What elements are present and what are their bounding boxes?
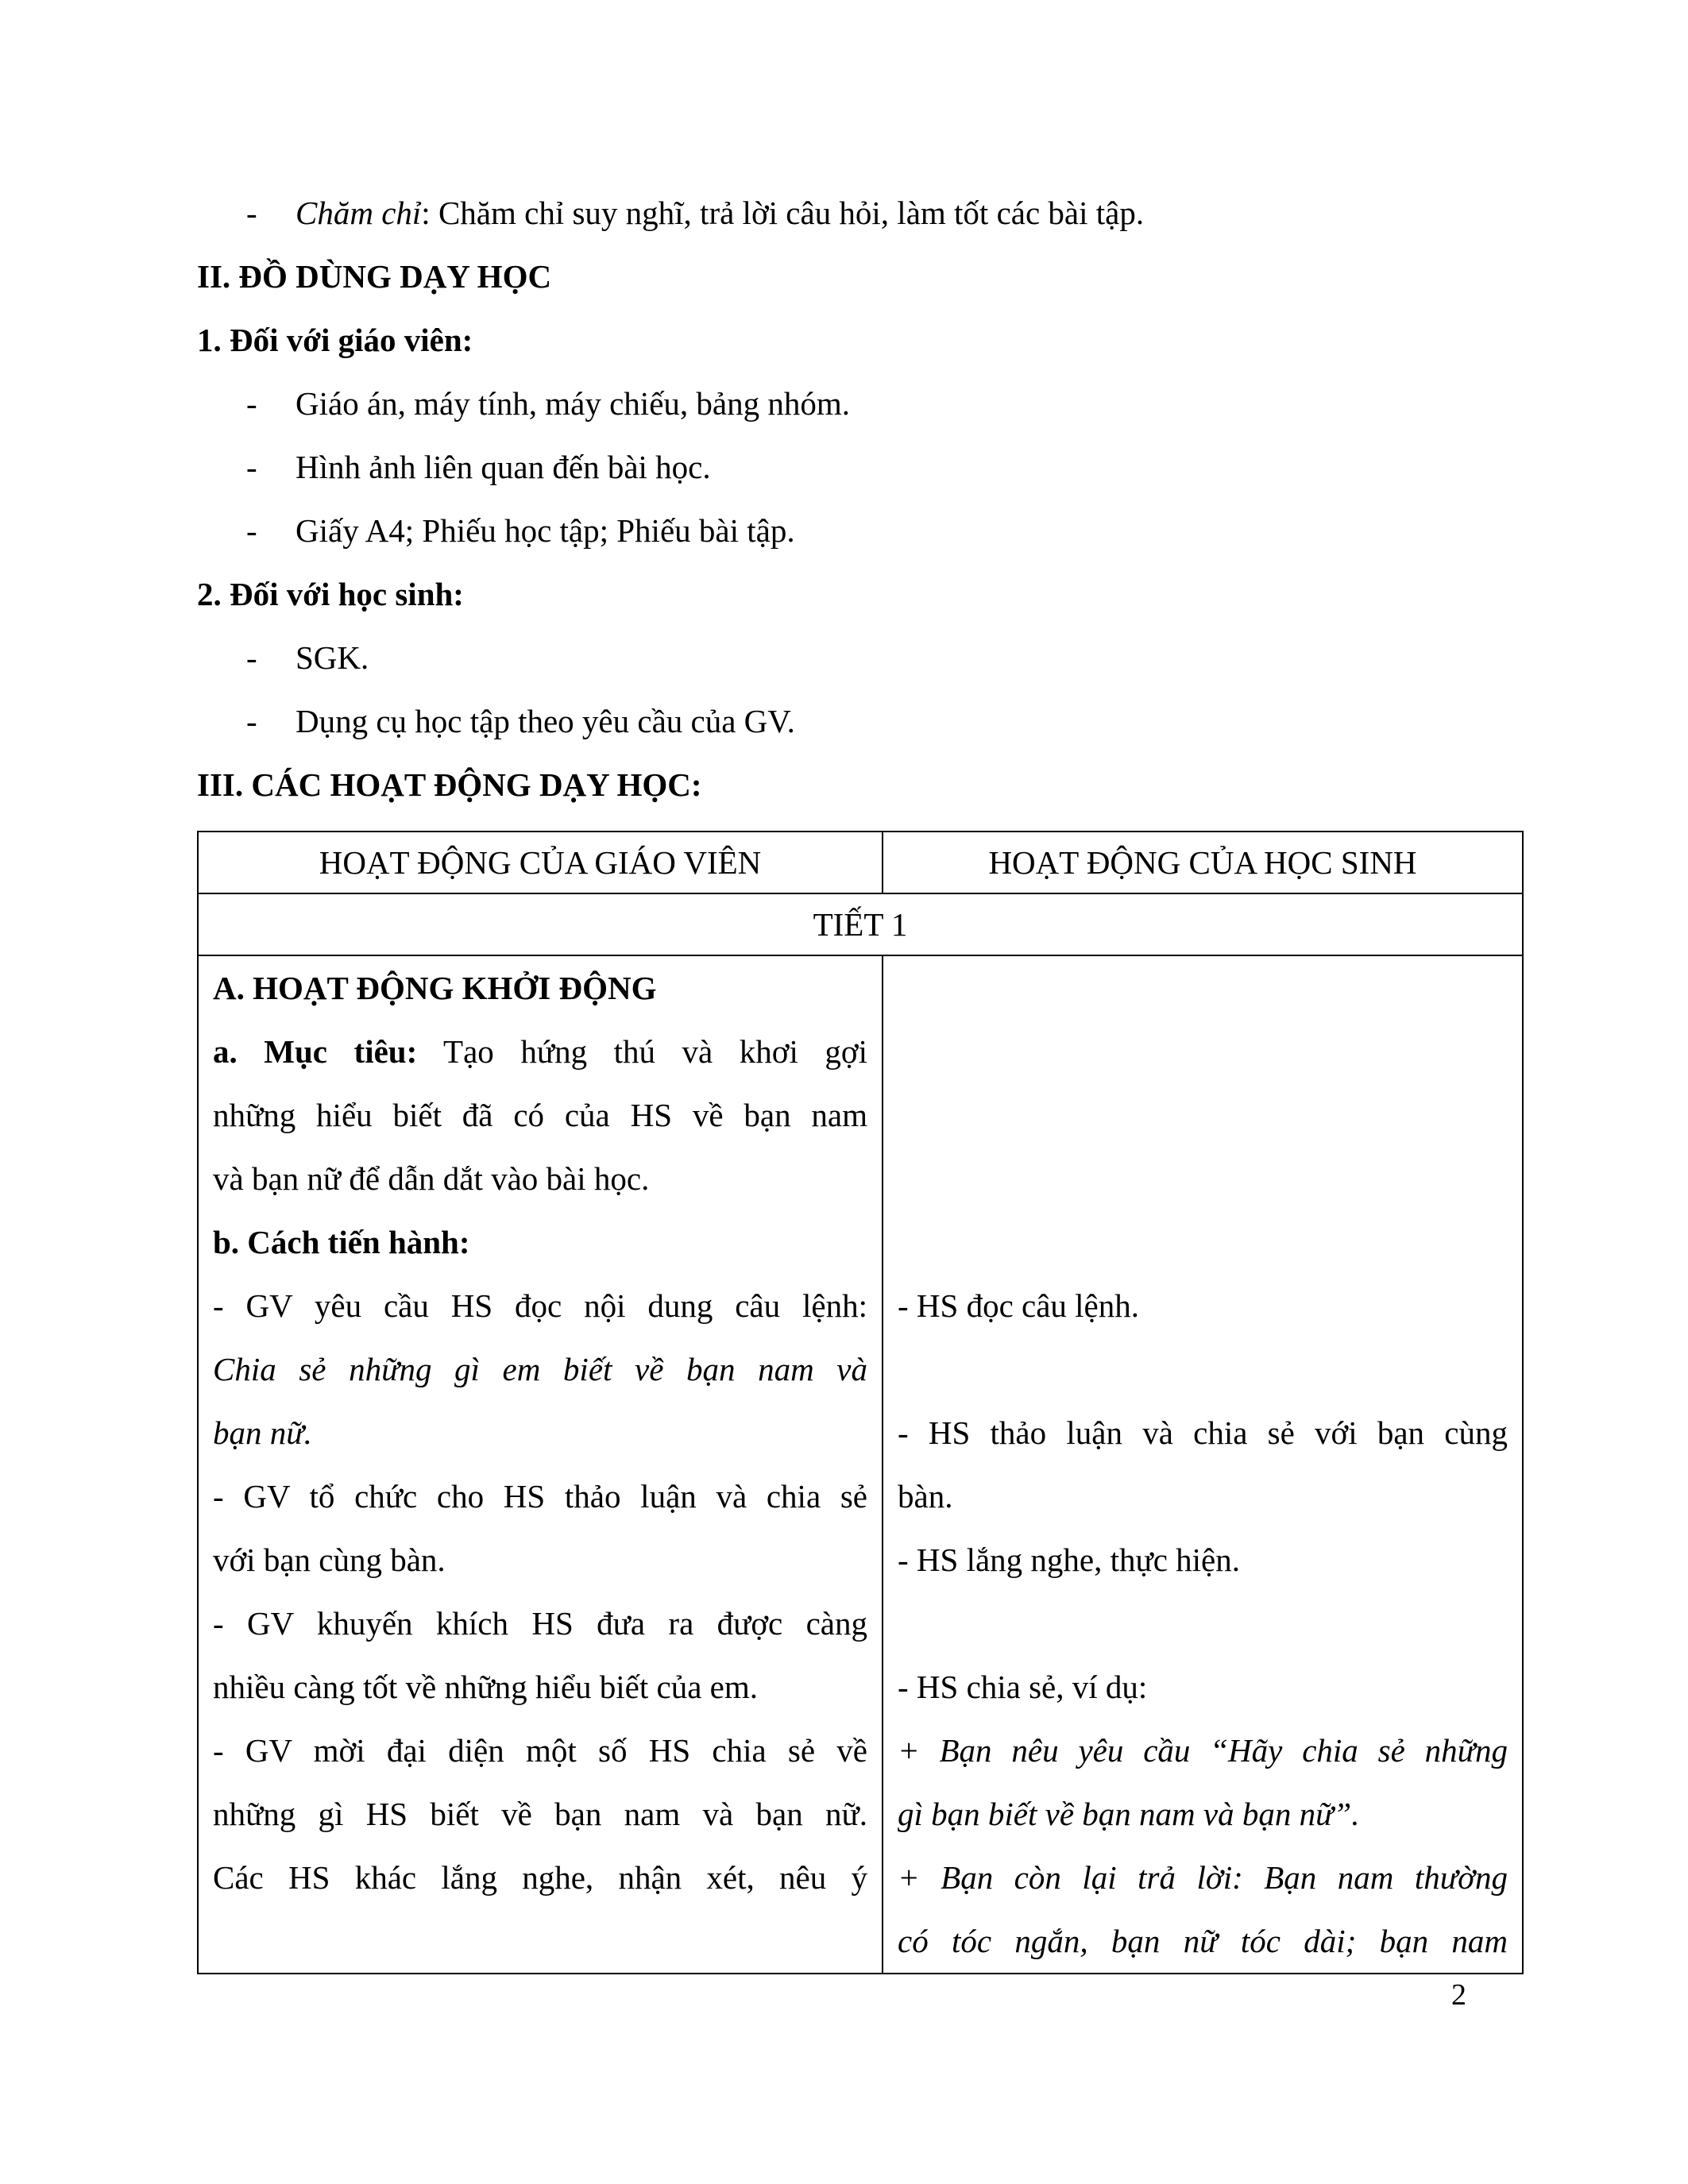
section-2-title: II. ĐỒ DÙNG DẠY HỌC (197, 258, 552, 295)
student-item (197, 626, 1522, 689)
teacher-line: nhiều càng tốt về những hiểu biết của em. (213, 1669, 758, 1705)
teacher-line: những gì HS biết về bạn nam và bạn nữ. (213, 1796, 867, 1832)
teacher-item (197, 499, 1522, 562)
teacher-line: - GV tổ chức cho HS thảo luận và chia sẻ (213, 1478, 867, 1515)
teacher-item-text: Hình ảnh liên quan đến bài học. (295, 449, 711, 485)
student-spacer (898, 1592, 1508, 1655)
section-3-title: III. CÁC HOẠT ĐỘNG DẠY HỌC: (197, 766, 702, 803)
table-header-row (198, 832, 1523, 893)
teacher-item-text: Giáo án, máy tính, máy chiếu, bảng nhóm. (295, 385, 850, 422)
col-header-student: HOẠT ĐỘNG CỦA HỌC SINH (883, 832, 1523, 893)
student-line: + Bạn còn lại trả lời: Bạn nam thường (898, 1859, 1508, 1896)
teacher-line: và bạn nữ để dẫn dắt vào bài học. (213, 1160, 650, 1197)
student-line: - HS chia sẻ, ví dụ: (898, 1669, 1148, 1705)
student-item-text: SGK. (295, 639, 369, 676)
cham-chi-label: Chăm chỉ (295, 195, 422, 231)
student-spacer (898, 1337, 1508, 1401)
teacher-line: với bạn cùng bàn. (213, 1542, 446, 1578)
teacher-line: bạn nữ. (213, 1414, 312, 1451)
col-header-teacher: HOẠT ĐỘNG CỦA GIÁO VIÊN (198, 832, 883, 893)
teacher-line: - GV khuyến khích HS đưa ra được càng (213, 1605, 867, 1642)
teacher-line: Chia sẻ những gì em biết về bạn nam và (213, 1351, 867, 1387)
student-spacer (898, 1147, 1508, 1210)
muc-tieu-text: Tạo hứng thú và khơi gợi (417, 1033, 867, 1070)
bullet-cham-chi (197, 181, 1522, 245)
dash-marker: - (246, 639, 257, 676)
muc-tieu-line (213, 1020, 867, 1083)
tiet-row (198, 893, 1523, 955)
teacher-line: - GV mời đại diện một số HS chia sẻ về (213, 1732, 867, 1769)
cham-chi-text: : Chăm chỉ suy nghĩ, trả lời câu hỏi, làm tốt các bài tập. (421, 195, 1145, 231)
student-spacer (898, 956, 1508, 1020)
student-spacer (898, 1020, 1508, 1083)
activities-table (197, 831, 1524, 1974)
teacher-item (197, 435, 1522, 499)
student-spacer (898, 1083, 1508, 1147)
teacher-heading: 1. Đối với giáo viên: (197, 322, 473, 358)
cach-tien-hanh-label: b. Cách tiến hành: (213, 1224, 470, 1260)
student-line: + Bạn nêu yêu cầu “Hãy chia sẻ những (898, 1732, 1508, 1769)
teacher-item (197, 372, 1522, 435)
activity-heading: A. HOẠT ĐỘNG KHỞI ĐỘNG (213, 970, 657, 1006)
student-spacer (898, 1210, 1508, 1274)
teacher-line: - GV yêu cầu HS đọc nội dung câu lệnh: (213, 1287, 867, 1324)
dash-marker: - (246, 195, 257, 231)
teacher-line: những hiểu biết đã có của HS về bạn nam (213, 1097, 867, 1133)
student-line: - HS đọc câu lệnh. (898, 1287, 1139, 1324)
student-heading: 2. Đối với học sinh: (197, 576, 464, 612)
student-line: gì bạn biết về bạn nam và bạn nữ”. (898, 1796, 1360, 1832)
student-line: - HS lắng nghe, thực hiện. (898, 1542, 1241, 1578)
teacher-activity-cell (198, 955, 883, 1974)
student-line: bàn. (898, 1478, 953, 1515)
dash-marker: - (246, 512, 257, 549)
table-row (198, 955, 1523, 1974)
document-page (197, 181, 1522, 816)
page-number: 2 (1451, 1978, 1466, 2012)
teacher-item-text: Giấy A4; Phiếu học tập; Phiếu bài tập. (295, 512, 795, 549)
student-item (197, 689, 1522, 753)
tiet-label: TIẾT 1 (198, 893, 1523, 955)
dash-marker: - (246, 703, 257, 739)
student-line: có tóc ngắn, bạn nữ tóc dài; bạn nam (898, 1923, 1508, 1959)
dash-marker: - (246, 449, 257, 485)
student-line: - HS thảo luận và chia sẻ với bạn cùng (898, 1414, 1508, 1451)
student-item-text: Dụng cụ học tập theo yêu cầu của GV. (295, 703, 795, 739)
teacher-line: Các HS khác lắng nghe, nhận xét, nêu ý (213, 1859, 867, 1896)
dash-marker: - (246, 385, 257, 422)
student-activity-cell (883, 955, 1523, 1974)
muc-tieu-label: a. Mục tiêu: (213, 1033, 418, 1070)
